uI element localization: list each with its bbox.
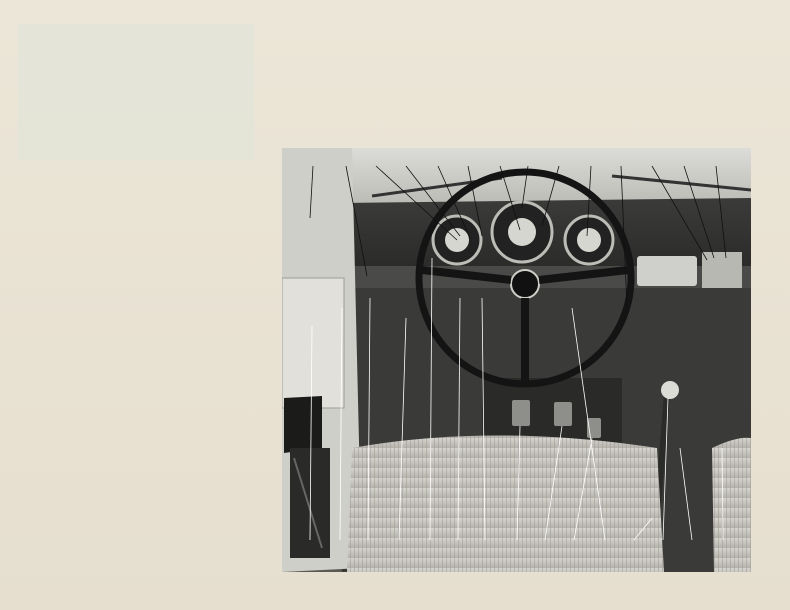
photo-callouts-bottom — [282, 544, 751, 560]
legend-highlight — [18, 24, 254, 160]
dashboard-photo — [282, 148, 751, 572]
photo-callouts-top — [282, 150, 751, 166]
dashboard-illustration — [282, 148, 751, 572]
